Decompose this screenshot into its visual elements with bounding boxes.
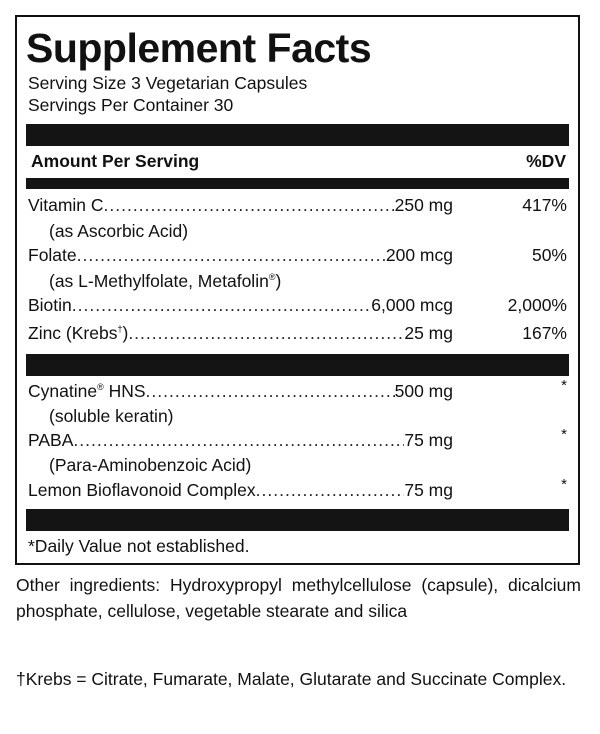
krebs-note: †Krebs = Citrate, Fumarate, Malate, Glutarate and Succinate Complex. <box>16 669 567 689</box>
name-text: Zinc (Krebs <box>28 323 118 343</box>
name-text: Cynatine <box>28 381 98 401</box>
ingredient-row-paba <box>28 427 567 454</box>
dagger-mark: † <box>117 324 123 335</box>
ingredient-amount: 500 mg <box>394 381 453 401</box>
amount-per-serving-label: Amount Per Serving <box>31 151 200 171</box>
leader-dots <box>256 477 405 504</box>
leader-dots <box>73 427 404 454</box>
nutrient-row-biotin <box>28 292 567 319</box>
ingredient-source-note: (Para-Aminobenzoic Acid) <box>49 455 252 475</box>
dv-header: %DV <box>526 151 566 171</box>
nutrient-row-zinc <box>28 320 567 347</box>
ingredient-row-cynatine <box>28 378 567 405</box>
registered-mark: ® <box>97 382 104 393</box>
nutrient-source-note: (as Ascorbic Acid) <box>49 221 189 241</box>
nutrient-row-vitamin-c <box>28 192 567 219</box>
nutrient-amount: 250 mg <box>394 195 453 215</box>
leader-dots <box>128 320 404 347</box>
ingredient-name <box>28 378 146 405</box>
note-text: (as L-Methylfolate, Metafolin <box>49 271 269 291</box>
supplement-facts-panel <box>15 15 580 565</box>
nutrient-amount: 6,000 mcg <box>371 295 453 315</box>
thick-divider <box>26 509 569 531</box>
leader-dots <box>146 378 395 405</box>
leader-dots <box>77 242 386 269</box>
leader-dots <box>72 292 372 319</box>
thick-divider <box>26 124 569 146</box>
nutrient-name: Folate <box>28 245 77 265</box>
nutrient-dv: 2,000% <box>507 295 567 315</box>
panel-title: Supplement Facts <box>26 25 372 71</box>
ingredient-source-note: (soluble keratin) <box>49 406 174 426</box>
nutrient-amount: 25 mg <box>404 323 453 343</box>
medium-divider <box>26 178 569 189</box>
name-end: ) <box>122 323 129 343</box>
registered-mark: ® <box>268 272 276 283</box>
ingredient-row-lemon-bioflavonoid <box>28 477 567 504</box>
nutrient-source-note <box>49 270 281 292</box>
servings-per-container: Servings Per Container 30 <box>28 95 234 115</box>
nutrient-name <box>28 320 128 347</box>
dv-not-established-mark: * <box>561 377 567 394</box>
daily-value-footnote: *Daily Value not established. <box>28 536 250 556</box>
nutrient-name: Vitamin C <box>28 195 104 215</box>
nutrient-name: Biotin <box>28 295 72 315</box>
nutrient-dv: 50% <box>531 245 567 265</box>
other-ingredients: Other ingredients: Hydroxypropyl methylcellulose (capsule), dicalcium phosphate, cellulose, vegetable stearate and silica <box>16 575 581 621</box>
nutrient-row-folate <box>28 242 567 269</box>
nutrient-dv: 417% <box>522 195 567 215</box>
dv-not-established-mark: * <box>561 426 567 443</box>
serving-size: Serving Size 3 Vegetarian Capsules <box>28 73 308 93</box>
name-end: HNS <box>103 381 146 401</box>
dv-not-established-mark: * <box>561 476 567 493</box>
ingredient-amount: 75 mg <box>404 430 453 450</box>
thick-divider <box>26 354 569 376</box>
ingredient-name: Lemon Bioflavonoid Complex <box>28 480 256 500</box>
ingredient-name: PABA <box>28 430 74 450</box>
ingredient-amount: 75 mg <box>404 480 453 500</box>
leader-dots <box>104 192 395 219</box>
nutrient-dv: 167% <box>522 323 567 343</box>
note-end: ) <box>275 271 282 291</box>
nutrient-amount: 200 mcg <box>385 245 453 265</box>
